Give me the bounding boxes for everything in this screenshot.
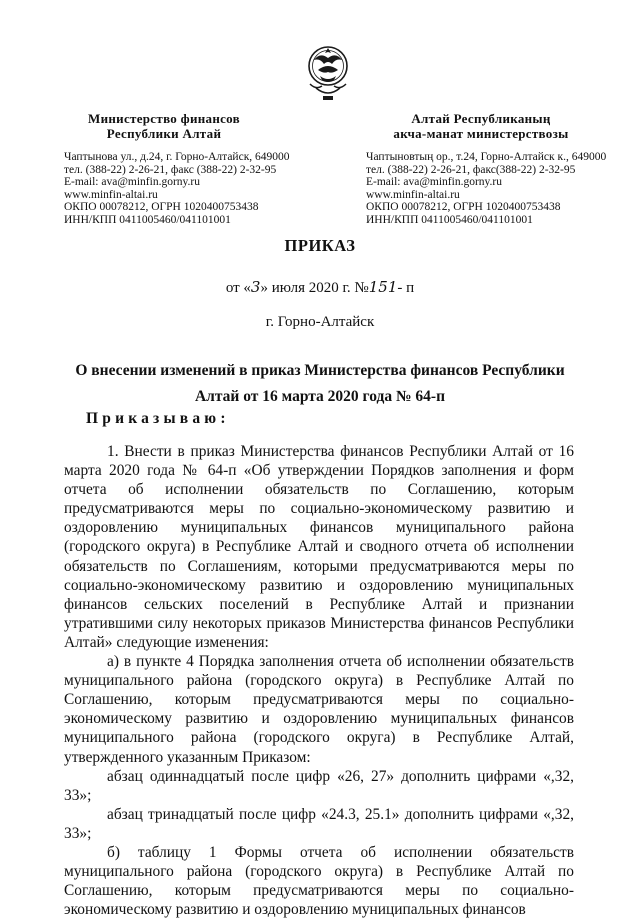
ministry-name-russian: Министерство финансов Республики Алтай — [88, 111, 240, 141]
website-line: www.minfin-altai.ru — [64, 188, 158, 201]
paragraph: абзац одиннадцатый после цифр «26, 27» дополнить цифрами «,32, 33»; — [64, 767, 574, 804]
inn-line: ИНН/КПП 0411005460/041101001 — [366, 213, 533, 226]
email-line: E-mail: ava@minfin.gorny.ru — [64, 176, 200, 189]
prikazyvayu-heading: Приказываю: — [86, 410, 230, 427]
paragraph: абзац тринадцатый после цифр «24.3, 25.1» дополнить цифрами «,32, 33»; — [64, 805, 574, 842]
order-date-number: от «3» июля 2020 г. №151- п — [225, 278, 415, 296]
inn-line: ИНН/КПП 0411005460/041101001 — [64, 213, 231, 226]
paragraph: 1. Внести в приказ Министерства финансов Республики Алтай от 16 марта 2020 года № 64-п «Об утверждении Порядков заполнения и форм отчета об исполнении обязательств по Соглашению, которым предусматриваются меры по социально-экономическому развитию и оздоровлению муниципальных финансов муниципального района (городского округа) в Республике Алтай и сводного отчета об исполнении обязательств по Соглашениям, которыми предусматриваются меры по социально-экономическому развитию и оздоровлению муниципальных финансов сельских поселений в Республике Алтай и признании утратившими силу некоторых приказов Министерства финансов Республики Алтай» следующие изменения: — [64, 443, 574, 651]
header-left-block — [64, 112, 314, 227]
order-subject: О внесении изменений в приказ Министерства финансов Республики Алтай от 16 марта 2020 года № 64-п — [75, 362, 565, 405]
city-line: г. Горно-Алтайск — [265, 314, 375, 330]
paragraph: а) в пункте 4 Порядка заполнения отчета об исполнении обязательств муниципального района (городского округа) в Республике Алтай по Соглашению, которым предусматриваются меры по социально-экономическому развитию и оздоровлению муниципальных финансов муниципального района (городского округа) в Республике Алтай, утвержденного указанным Приказом: — [64, 653, 574, 766]
handwritten-day: 3 — [250, 278, 261, 296]
website-line: www.minfin-altai.ru — [366, 188, 460, 201]
ministry-name-altai: Алтай Республиканың акча-манат министерствозы — [393, 111, 569, 141]
phone-line: тел. (388-22) 2-26-21, факс(388-22) 2-32-95 — [366, 163, 576, 176]
address-line: Чаптыновтың ор., т.24, Горно-Алтайск к., 649000 — [366, 151, 607, 163]
okpo-line: ОКПО 00078212, ОГРН 1020400753438 — [64, 201, 259, 214]
address-line: Чаптынова ул., д.24, г. Горно-Алтайск, 649000 — [64, 151, 290, 163]
okpo-line: ОКПО 00078212, ОГРН 1020400753438 — [366, 201, 561, 214]
phone-line: тел. (388-22) 2-26-21, факс (388-22) 2-32-95 — [64, 163, 277, 176]
paragraph: б) таблицу 1 Формы отчета об исполнении обязательств муниципального района (городского округа) в Республике Алтай по Соглашению, которым предусматриваются меры по социально-экономическому развитию и оздоровлению муниципальных финансов — [64, 843, 574, 919]
altai-republic-emblem-icon — [302, 40, 354, 104]
header-right-block — [366, 112, 626, 227]
document-title: ПРИКАЗ — [284, 236, 356, 255]
handwritten-number: 151 — [368, 278, 398, 296]
order-body — [64, 442, 574, 919]
email-line: E-mail: ava@minfin.gorny.ru — [366, 176, 502, 189]
